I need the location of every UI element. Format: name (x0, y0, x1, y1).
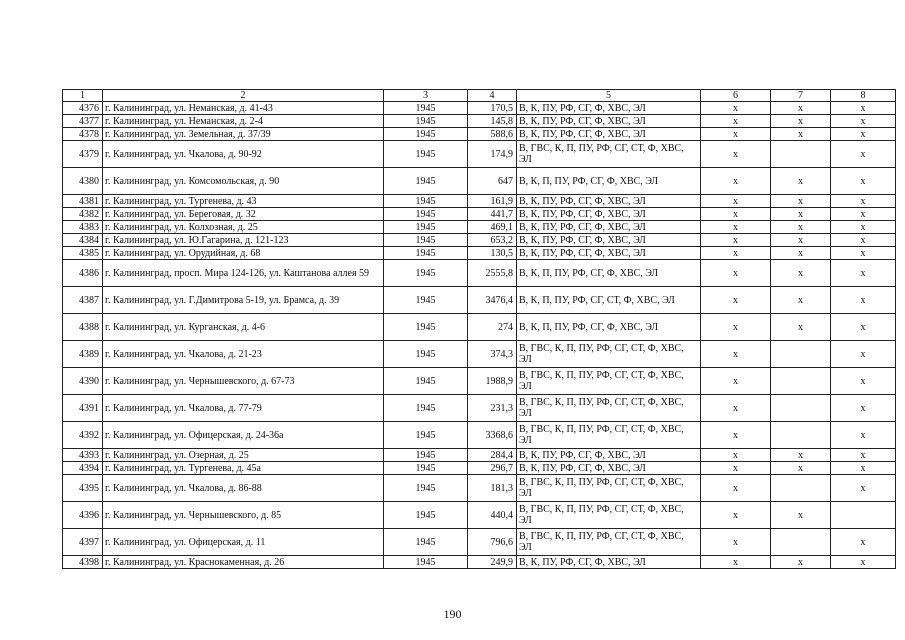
column-7-mark-cell (771, 141, 831, 168)
year-cell: 1945 (384, 247, 468, 260)
column-8-mark-cell: x (831, 221, 896, 234)
area-cell: 1988,9 (468, 368, 517, 395)
column-8-mark-cell: x (831, 422, 896, 449)
table-row (63, 422, 896, 449)
year-cell: 1945 (384, 168, 468, 195)
page-number: 190 (443, 607, 462, 621)
column-6-mark-cell: x (701, 529, 771, 556)
column-7-mark-cell: x (771, 168, 831, 195)
table-row (63, 368, 896, 395)
services-cell: В, ГВС, К, П, ПУ, РФ, СГ, СТ, Ф, ХВС, ЭЛ (517, 475, 701, 502)
column-7-mark-cell (771, 395, 831, 422)
services-cell: В, К, П, ПУ, РФ, СГ, Ф, ХВС, ЭЛ (517, 314, 701, 341)
row-number-cell: 4389 (63, 341, 103, 368)
table-row (63, 115, 896, 128)
column-8-mark-cell: x (831, 260, 896, 287)
row-number-cell: 4397 (63, 529, 103, 556)
column-7-mark-cell: x (771, 502, 831, 529)
year-cell: 1945 (384, 462, 468, 475)
column-7-mark-cell: x (771, 462, 831, 475)
column-6-mark-cell: x (701, 221, 771, 234)
row-number-cell: 4379 (63, 141, 103, 168)
column-6-mark-cell: x (701, 341, 771, 368)
area-cell: 181,3 (468, 475, 517, 502)
table-row (63, 395, 896, 422)
year-cell: 1945 (384, 208, 468, 221)
year-cell: 1945 (384, 115, 468, 128)
table-row (63, 208, 896, 221)
column-8-mark-cell: x (831, 102, 896, 115)
column-header-8: 8 (831, 90, 896, 102)
area-cell: 296,7 (468, 462, 517, 475)
row-number-cell: 4395 (63, 475, 103, 502)
column-7-mark-cell (771, 475, 831, 502)
header-row (63, 90, 896, 102)
row-number-cell: 4378 (63, 128, 103, 141)
area-cell: 249,9 (468, 556, 517, 569)
column-8-mark-cell: x (831, 287, 896, 314)
area-cell: 3476,4 (468, 287, 517, 314)
services-cell: В, К, П, ПУ, РФ, СГ, Ф, ХВС, ЭЛ (517, 260, 701, 287)
row-number-cell: 4377 (63, 115, 103, 128)
address-cell: г. Калининград, ул. Неманская, д. 2-4 (103, 115, 384, 128)
area-cell: 2555,8 (468, 260, 517, 287)
column-header-5: 5 (517, 90, 701, 102)
row-number-cell: 4396 (63, 502, 103, 529)
address-cell: г. Калининград, ул. Чернышевского, д. 85 (103, 502, 384, 529)
address-cell: г. Калининград, ул. Земельная, д. 37/39 (103, 128, 384, 141)
year-cell: 1945 (384, 221, 468, 234)
services-cell: В, К, ПУ, РФ, СГ, Ф, ХВС, ЭЛ (517, 128, 701, 141)
row-number-cell: 4385 (63, 247, 103, 260)
address-cell: г. Калининград, ул. Чкалова, д. 21-23 (103, 341, 384, 368)
area-cell: 284,4 (468, 449, 517, 462)
column-6-mark-cell: x (701, 208, 771, 221)
address-cell: г. Калининград, ул. Ю.Гагарина, д. 121-123 (103, 234, 384, 247)
year-cell: 1945 (384, 502, 468, 529)
column-6-mark-cell: x (701, 502, 771, 529)
column-header-3: 3 (384, 90, 468, 102)
column-6-mark-cell: x (701, 102, 771, 115)
column-7-mark-cell: x (771, 556, 831, 569)
year-cell: 1945 (384, 128, 468, 141)
table-row (63, 221, 896, 234)
table-row (63, 502, 896, 529)
services-cell: В, К, ПУ, РФ, СГ, Ф, ХВС, ЭЛ (517, 208, 701, 221)
services-cell: В, ГВС, К, П, ПУ, РФ, СГ, СТ, Ф, ХВС, ЭЛ (517, 502, 701, 529)
column-6-mark-cell: x (701, 449, 771, 462)
table-body (63, 102, 896, 569)
column-7-mark-cell: x (771, 221, 831, 234)
column-7-mark-cell (771, 368, 831, 395)
area-cell: 653,2 (468, 234, 517, 247)
address-cell: г. Калининград, ул. Офицерская, д. 24-36а (103, 422, 384, 449)
column-8-mark-cell: x (831, 475, 896, 502)
services-cell: В, К, ПУ, РФ, СГ, Ф, ХВС, ЭЛ (517, 247, 701, 260)
column-8-mark-cell: x (831, 368, 896, 395)
column-header-6: 6 (701, 90, 771, 102)
row-number-cell: 4376 (63, 102, 103, 115)
table-row (63, 287, 896, 314)
address-cell: г. Калининград, ул. Чернышевского, д. 67-73 (103, 368, 384, 395)
table-row (63, 195, 896, 208)
address-cell: г. Калининград, ул. Офицерская, д. 11 (103, 529, 384, 556)
address-cell: г. Калининград, ул. Курганская, д. 4-6 (103, 314, 384, 341)
table-row (63, 529, 896, 556)
table-row (63, 475, 896, 502)
column-6-mark-cell: x (701, 115, 771, 128)
area-cell: 231,3 (468, 395, 517, 422)
column-8-mark-cell: x (831, 195, 896, 208)
services-cell: В, К, ПУ, РФ, СГ, Ф, ХВС, ЭЛ (517, 221, 701, 234)
column-7-mark-cell (771, 529, 831, 556)
services-cell: В, ГВС, К, П, ПУ, РФ, СГ, СТ, Ф, ХВС, ЭЛ (517, 141, 701, 168)
column-6-mark-cell: x (701, 475, 771, 502)
table-row (63, 314, 896, 341)
services-cell: В, ГВС, К, П, ПУ, РФ, СГ, СТ, Ф, ХВС, ЭЛ (517, 529, 701, 556)
column-8-mark-cell: x (831, 247, 896, 260)
column-7-mark-cell (771, 341, 831, 368)
table-row (63, 247, 896, 260)
row-number-cell: 4393 (63, 449, 103, 462)
area-cell: 469,1 (468, 221, 517, 234)
year-cell: 1945 (384, 395, 468, 422)
address-cell: г. Калининград, ул. Чкалова, д. 77-79 (103, 395, 384, 422)
table-row (63, 556, 896, 569)
column-7-mark-cell: x (771, 115, 831, 128)
table-row (63, 341, 896, 368)
column-7-mark-cell: x (771, 195, 831, 208)
services-cell: В, ГВС, К, П, ПУ, РФ, СГ, СТ, Ф, ХВС, ЭЛ (517, 422, 701, 449)
column-6-mark-cell: x (701, 287, 771, 314)
column-8-mark-cell: x (831, 529, 896, 556)
services-cell: В, ГВС, К, П, ПУ, РФ, СГ, СТ, Ф, ХВС, ЭЛ (517, 368, 701, 395)
services-cell: В, К, ПУ, РФ, СГ, Ф, ХВС, ЭЛ (517, 234, 701, 247)
column-8-mark-cell: x (831, 208, 896, 221)
row-number-cell: 4388 (63, 314, 103, 341)
address-cell: г. Калининград, ул. Береговая, д. 32 (103, 208, 384, 221)
year-cell: 1945 (384, 475, 468, 502)
row-number-cell: 4392 (63, 422, 103, 449)
services-cell: В, К, ПУ, РФ, СГ, Ф, ХВС, ЭЛ (517, 449, 701, 462)
column-7-mark-cell: x (771, 102, 831, 115)
area-cell: 145,8 (468, 115, 517, 128)
area-cell: 170,5 (468, 102, 517, 115)
year-cell: 1945 (384, 141, 468, 168)
address-cell: г. Калининград, ул. Чкалова, д. 90-92 (103, 141, 384, 168)
services-cell: В, К, П, ПУ, РФ, СГ, Ф, ХВС, ЭЛ (517, 168, 701, 195)
services-cell: В, К, ПУ, РФ, СГ, Ф, ХВС, ЭЛ (517, 556, 701, 569)
column-7-mark-cell: x (771, 128, 831, 141)
column-8-mark-cell: x (831, 314, 896, 341)
address-cell: г. Калининград, просп. Мира 124-126, ул. Каштанова аллея 59 (103, 260, 384, 287)
services-cell: В, К, П, ПУ, РФ, СГ, СТ, Ф, ХВС, ЭЛ (517, 287, 701, 314)
address-cell: г. Калининград, ул. Неманская, д. 41-43 (103, 102, 384, 115)
year-cell: 1945 (384, 529, 468, 556)
column-6-mark-cell: x (701, 462, 771, 475)
services-cell: В, ГВС, К, П, ПУ, РФ, СГ, СТ, Ф, ХВС, ЭЛ (517, 395, 701, 422)
column-8-mark-cell: x (831, 556, 896, 569)
column-6-mark-cell: x (701, 234, 771, 247)
column-8-mark-cell: x (831, 341, 896, 368)
area-cell: 130,5 (468, 247, 517, 260)
column-7-mark-cell: x (771, 208, 831, 221)
year-cell: 1945 (384, 102, 468, 115)
column-6-mark-cell: x (701, 556, 771, 569)
column-7-mark-cell: x (771, 314, 831, 341)
column-6-mark-cell: x (701, 247, 771, 260)
year-cell: 1945 (384, 314, 468, 341)
row-number-cell: 4391 (63, 395, 103, 422)
column-8-mark-cell: x (831, 168, 896, 195)
column-8-mark-cell: x (831, 115, 896, 128)
table-row (63, 141, 896, 168)
area-cell: 796,6 (468, 529, 517, 556)
year-cell: 1945 (384, 260, 468, 287)
column-header-7: 7 (771, 90, 831, 102)
column-8-mark-cell: x (831, 234, 896, 247)
address-cell: г. Калининград, ул. Тургенева, д. 43 (103, 195, 384, 208)
column-7-mark-cell: x (771, 260, 831, 287)
year-cell: 1945 (384, 287, 468, 314)
table-row (63, 260, 896, 287)
table-row (63, 462, 896, 475)
services-cell: В, К, ПУ, РФ, СГ, Ф, ХВС, ЭЛ (517, 102, 701, 115)
column-6-mark-cell: x (701, 195, 771, 208)
table-row (63, 168, 896, 195)
area-cell: 647 (468, 168, 517, 195)
area-cell: 274 (468, 314, 517, 341)
address-cell: г. Калининград, ул. Г.Димитрова 5-19, ул. Брамса, д. 39 (103, 287, 384, 314)
year-cell: 1945 (384, 234, 468, 247)
column-8-mark-cell: x (831, 141, 896, 168)
services-cell: В, К, ПУ, РФ, СГ, Ф, ХВС, ЭЛ (517, 115, 701, 128)
area-cell: 3368,6 (468, 422, 517, 449)
row-number-cell: 4380 (63, 168, 103, 195)
row-number-cell: 4390 (63, 368, 103, 395)
column-6-mark-cell: x (701, 314, 771, 341)
row-number-cell: 4384 (63, 234, 103, 247)
column-6-mark-cell: x (701, 422, 771, 449)
column-8-mark-cell: x (831, 128, 896, 141)
row-number-cell: 4387 (63, 287, 103, 314)
row-number-cell: 4383 (63, 221, 103, 234)
column-6-mark-cell: x (701, 168, 771, 195)
column-7-mark-cell: x (771, 234, 831, 247)
column-7-mark-cell: x (771, 449, 831, 462)
area-cell: 374,3 (468, 341, 517, 368)
row-number-cell: 4394 (63, 462, 103, 475)
address-cell: г. Калининград, ул. Чкалова, д. 86-88 (103, 475, 384, 502)
row-number-cell: 4381 (63, 195, 103, 208)
services-cell: В, ГВС, К, П, ПУ, РФ, СГ, СТ, Ф, ХВС, ЭЛ (517, 341, 701, 368)
column-6-mark-cell: x (701, 260, 771, 287)
services-cell: В, К, ПУ, РФ, СГ, Ф, ХВС, ЭЛ (517, 195, 701, 208)
column-8-mark-cell: x (831, 462, 896, 475)
year-cell: 1945 (384, 195, 468, 208)
column-6-mark-cell: x (701, 368, 771, 395)
address-cell: г. Калининград, ул. Краснокаменная, д. 26 (103, 556, 384, 569)
column-7-mark-cell: x (771, 287, 831, 314)
column-8-mark-cell (831, 502, 896, 529)
column-6-mark-cell: x (701, 141, 771, 168)
address-cell: г. Калининград, ул. Тургенева, д. 45а (103, 462, 384, 475)
year-cell: 1945 (384, 422, 468, 449)
address-cell: г. Калининград, ул. Озерная, д. 25 (103, 449, 384, 462)
housing-registry-table (62, 89, 896, 569)
table-row (63, 128, 896, 141)
area-cell: 161,9 (468, 195, 517, 208)
area-cell: 440,4 (468, 502, 517, 529)
address-cell: г. Калининград, ул. Орудийная, д. 68 (103, 247, 384, 260)
column-header-4: 4 (468, 90, 517, 102)
year-cell: 1945 (384, 449, 468, 462)
year-cell: 1945 (384, 368, 468, 395)
area-cell: 441,7 (468, 208, 517, 221)
table-row (63, 102, 896, 115)
column-7-mark-cell (771, 422, 831, 449)
column-header-1: 1 (63, 90, 103, 102)
row-number-cell: 4382 (63, 208, 103, 221)
column-6-mark-cell: x (701, 395, 771, 422)
column-8-mark-cell: x (831, 449, 896, 462)
column-header-2: 2 (103, 90, 384, 102)
row-number-cell: 4386 (63, 260, 103, 287)
column-8-mark-cell: x (831, 395, 896, 422)
row-number-cell: 4398 (63, 556, 103, 569)
services-cell: В, К, ПУ, РФ, СГ, Ф, ХВС, ЭЛ (517, 462, 701, 475)
area-cell: 588,6 (468, 128, 517, 141)
column-7-mark-cell: x (771, 247, 831, 260)
year-cell: 1945 (384, 341, 468, 368)
address-cell: г. Калининград, ул. Колхозная, д. 25 (103, 221, 384, 234)
area-cell: 174,9 (468, 141, 517, 168)
table-row (63, 234, 896, 247)
address-cell: г. Калининград, ул. Комсомольская, д. 90 (103, 168, 384, 195)
table-row (63, 449, 896, 462)
year-cell: 1945 (384, 556, 468, 569)
column-6-mark-cell: x (701, 128, 771, 141)
